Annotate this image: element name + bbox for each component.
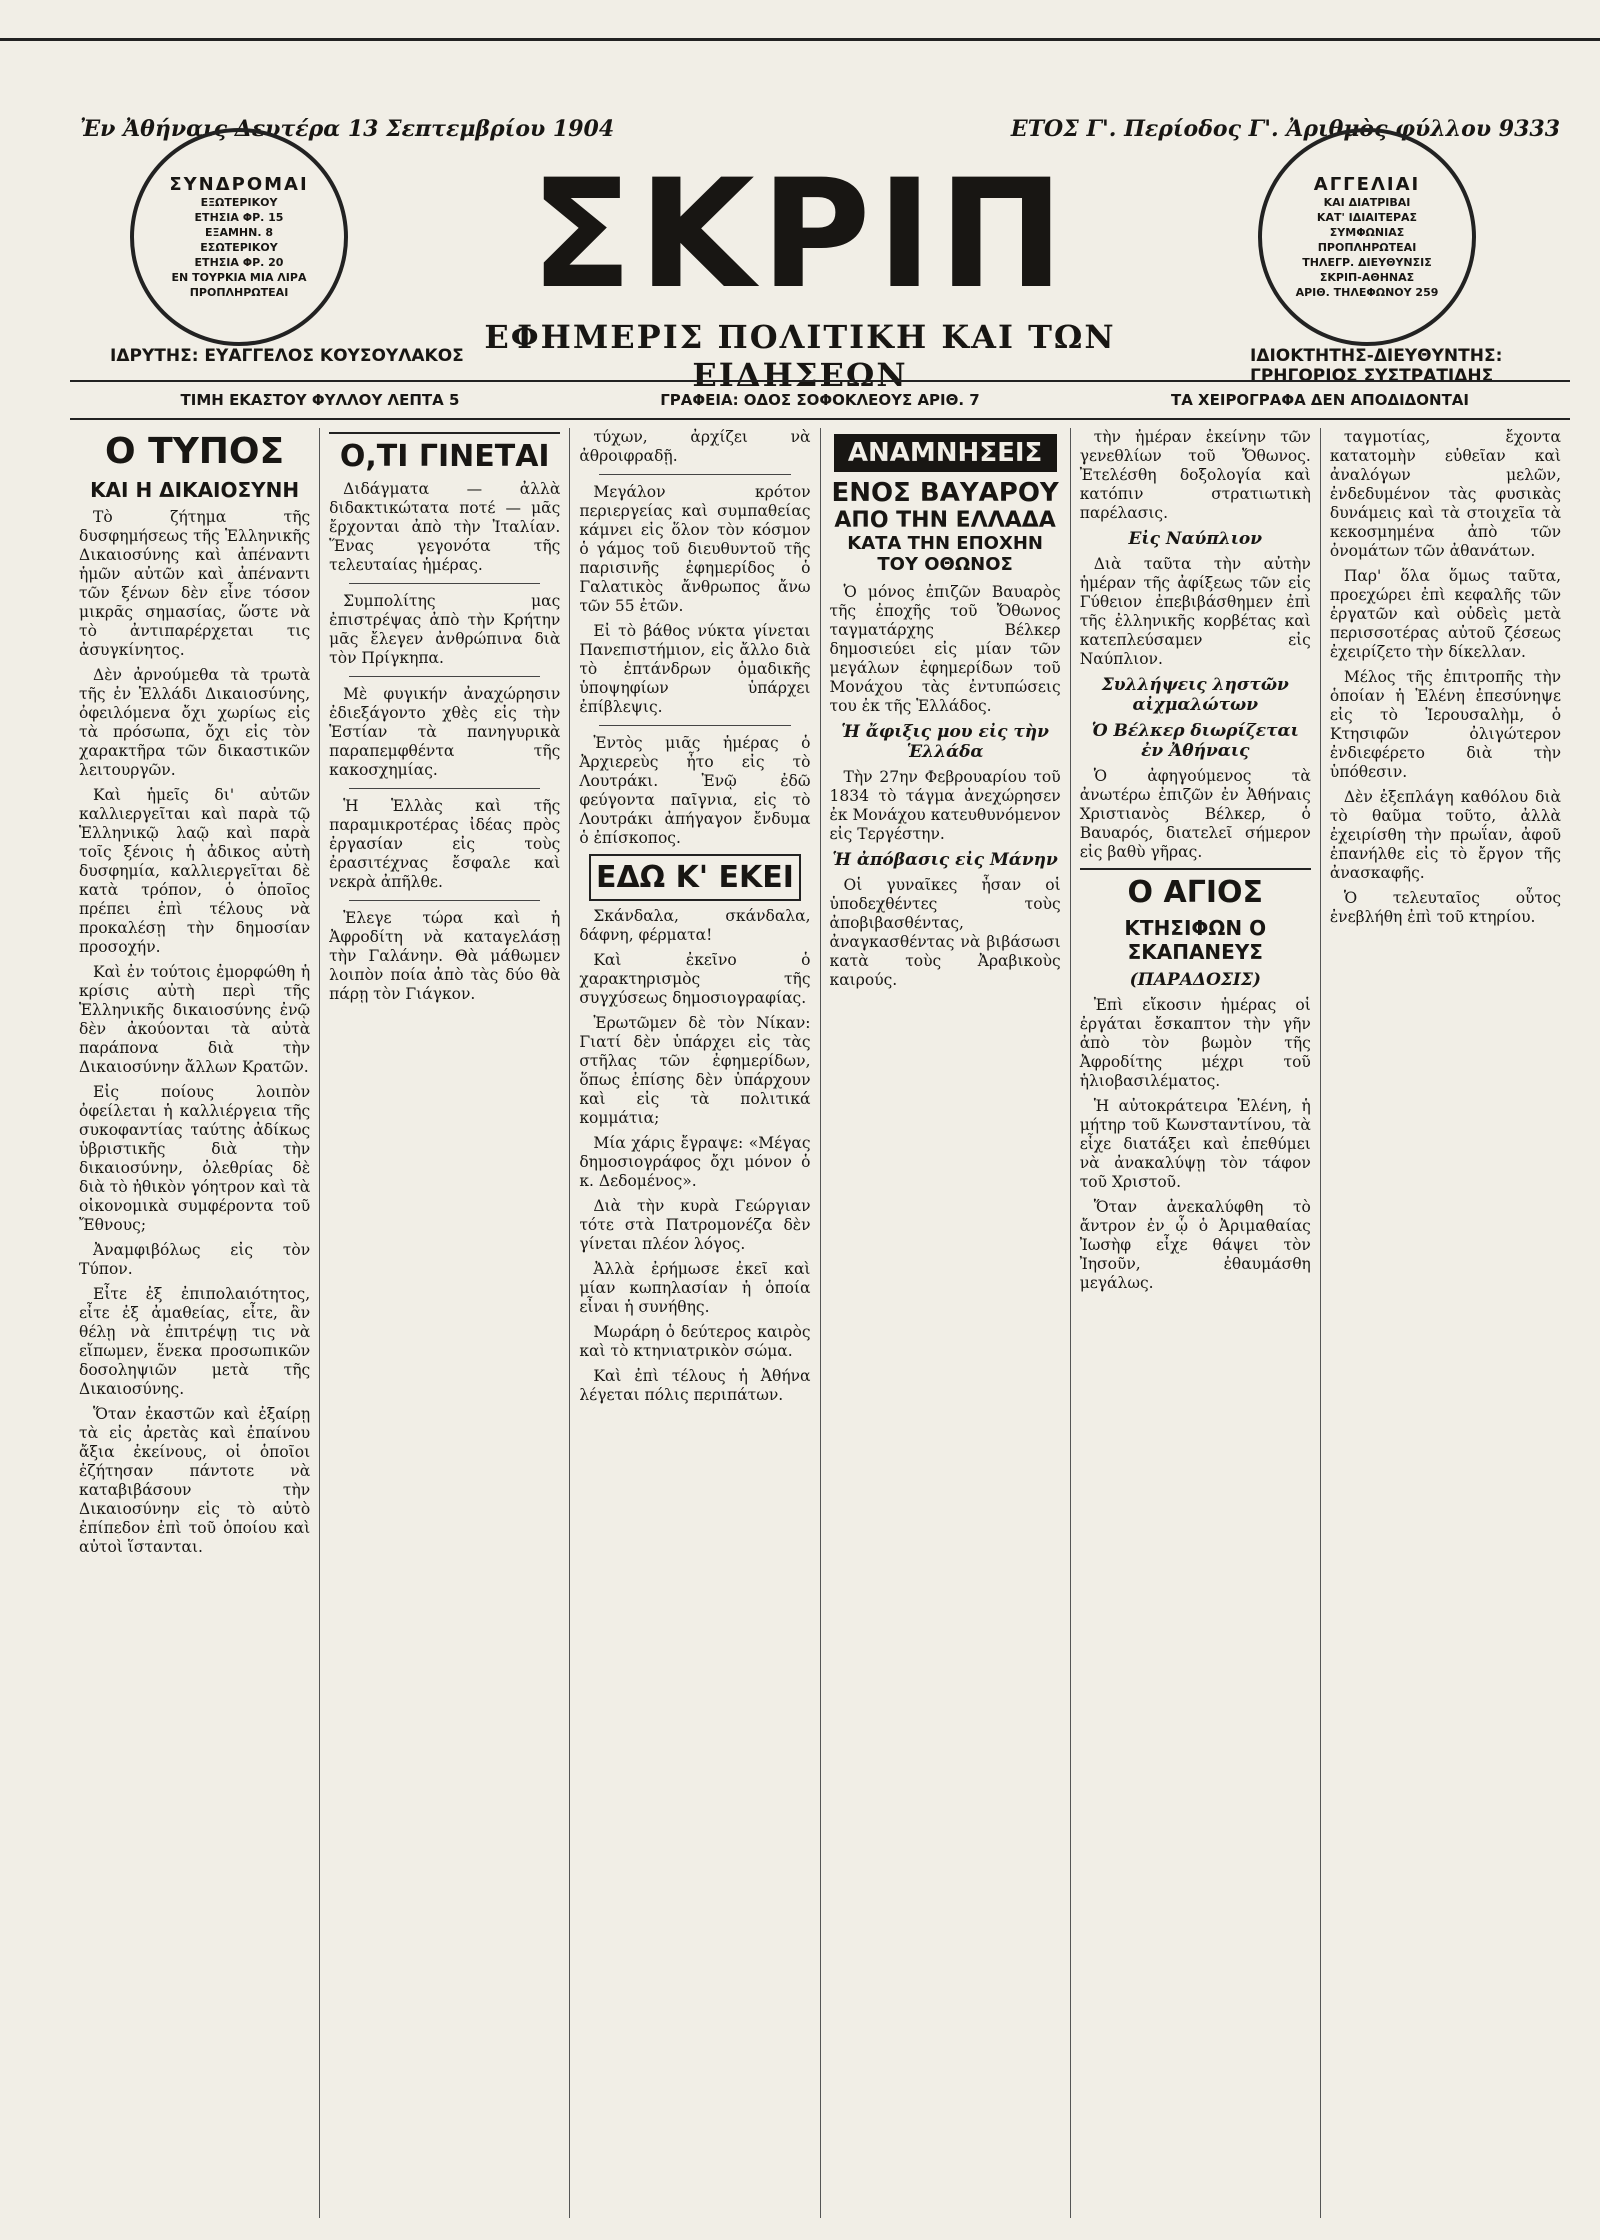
column-5	[1071, 428, 1321, 2218]
article-subtitle: ΚΑΙ Η ΔΙΚΑΙΟΣΥΝΗ	[90, 478, 300, 502]
paragraph: Διὰ ταῦτα τὴν αὐτὴν ἡμέραν τῆς ἀφίξεως τῶν εἰς Γύθειον ἐπεβιβάσθημεν ἐπὶ τῆς ἐλληνικῆς κορβέτας καὶ κατεπλεύσαμεν εἰς Ναύπλιον.	[1079, 555, 1311, 668]
separator	[349, 676, 540, 677]
paragraph: τύχων, ἀρχίζει νὰ ἀθροιφραδῇ.	[579, 428, 811, 465]
paragraph: τὴν ἡμέραν ἐκείνην τῶν γενεθλίων τοῦ Ὄθωνος. Ἐτελέσθη δοξολογία καὶ κατόπιν στρατιωτικὴ παρέλασις.	[1079, 428, 1311, 522]
paragraph: Διὰ τὴν κυρὰ Γεώργιαν τότε στὰ Πατρομονέζα δὲν γίνεται πλέον λόγος.	[579, 1197, 811, 1253]
paragraph: Καὶ ἡμεῖς δι' αὐτῶν καλλιεργεῖται καὶ παρὰ τῷ Ἑλληνικῷ λαῷ καὶ παρὰ τοῖς ξένοις ἡ ἀδικος αὐτὴ δυσφημία, καλλιεργεῖται δὲ κατὰ τρόπον, ὁ ὁποῖος πρέπει ἐπὶ τέλους νὰ προκαλέσῃ τὴν δημοσίαν προσοχήν.	[79, 786, 311, 956]
subscriptions-seal	[130, 128, 348, 346]
column-2	[320, 428, 570, 2218]
separator	[349, 900, 540, 901]
article-columns	[70, 428, 1570, 2218]
paragraph: Ἀναμφιβόλως εἰς τὸν Τύπον.	[79, 1241, 311, 1278]
paragraph: Ὅταν ἐκαστῶν καὶ ἐξαίρῃ τὰ εἰς ἀρετὰς καὶ ἐπαίνου ἄξια ἐκείνους, οἱ ὁποῖοι ἐζήτησαν πάντοτε νὰ καταβιβάσουν τὴν Δικαιοσύνην εἰς τὸ αὐτὸ ἐπίπεδον ἐπὶ τοῦ ὁποίου καὶ αὐτοὶ ἵστανται.	[79, 1405, 311, 1556]
ads-line: ΣΚΡΙΠ-ΑΘΗΝΑΣ	[1319, 271, 1415, 284]
paragraph: Μία χάρις ἔγραψε: «Μέγας δημοσιογράφος ὄχι μόνον ὁ κ. Δεδομένος».	[579, 1134, 811, 1190]
paragraph: Καὶ ἐκεῖνο ὁ χαρακτηρισμὸς τῆς συγχύσεως δημοσιογραφίας.	[579, 951, 811, 1007]
paragraph: Μεγάλον κρότον περιεργείας καὶ συμπαθείας κάμνει εἰς ὅλον τὸν κόσμον ὁ γάμος τοῦ διευθυντοῦ τῆς παρισινῆς ἐφημερίδος ὁ Γαλατικὸς ἄνθρωπος ἄνω τῶν 55 ἐτῶν.	[579, 483, 811, 615]
paragraph: Καὶ ἐν τούτοις ἐμορφώθη ἡ κρίσις αὐτὴ περὶ τῆς Ἑλληνικῆς δικαιοσύνης ἐνῷ δὲν ἀκούονται τὰ αὐτὰ παράπονα διὰ τὴν Δικαιοσύνην ἄλλων Κρατῶν.	[79, 963, 311, 1076]
paragraph: Εἶτε ἐξ ἐπιπολαιότητος, εἶτε ἐξ ἀμαθείας, εἶτε, ἂν θέλῃ νὰ ἐπιτρέψῃ τις νὰ εἴπωμεν, ἕνεκα προσωπικῶν δοσοληψιῶν μετὰ τῆς Δικαιοσύνης.	[79, 1285, 311, 1398]
info-bar	[70, 380, 1570, 420]
paragraph: Ἐντὸς μιᾶς ἡμέρας ὁ Ἀρχιερεὺς ἦτο εἰς τὸ Λουτράκι. Ἐνῷ ἐδῶ φεύγοντα παῖγνια, εἰς τὸ Λουτράκι ἀπήγαγον ἔνδυμα ὁ ἐπίσκοπος.	[579, 734, 811, 847]
section-heading: ΕΔΩ Κ' ΕΚΕΙ	[589, 854, 800, 901]
paragraph: Εἰς ποίους λοιπὸν ὀφείλεται ἡ καλλιέργεια τῆς συκοφαντίας ταύτης ἀδίκως ὑβριστικῆς διὰ τὴν δικαιοσύνην, ὀλεθρίας δὲ διὰ τὸ ἠθικὸν γόητρον καὶ τὰ οἰκονομικὰ συμφέροντα τοῦ Ἔθνους;	[79, 1083, 311, 1234]
paragraph: Ἡ αὐτοκράτειρα Ἑλένη, ἡ μήτηρ τοῦ Κωνσταντίνου, τὰ εἶχε διατάξει καὶ ἐπεθύμει νὰ ἀνακαλύψῃ τὸν τάφον τοῦ Χριστοῦ.	[1079, 1097, 1311, 1191]
subscriptions-line: ΠΡΟΠΛΗΡΩΤΕΑΙ	[189, 286, 289, 299]
manuscripts-notice: ΤΑ ΧΕΙΡΟΓΡΑΦΑ ΔΕΝ ΑΠΟΔΙΔΟΝΤΑΙ	[1170, 391, 1469, 409]
separator	[349, 583, 540, 584]
article-title: Ο ΑΓΙΟΣ	[1080, 868, 1311, 910]
paragraph: Σκάνδαλα, σκάνδαλα, δάφνη, φέρματα!	[579, 907, 811, 944]
ads-line: ΚΑΤ' ΙΔΙΑΙΤΕΡΑΣ	[1316, 211, 1418, 224]
memoirs-heading	[830, 434, 1061, 575]
top-rule	[0, 38, 1600, 41]
subheading: Ἡ ἀπόβασις εἰς Μάνην	[832, 850, 1058, 870]
paragraph: Ὁ ἀφηγούμενος τὰ ἀνωτέρω ἐπιζῶν ἐν Ἀθήναις Χριστιανὸς Βέλκερ, ὁ Βαυαρός, διατελεῖ σήμερον εἰς βαθὺ γῆρας.	[1079, 767, 1311, 861]
price-text: ΤΙΜΗ ΕΚΑΣΤΟΥ ΦΥΛΛΟΥ ΛΕΠΤΑ 5	[180, 391, 460, 409]
paragraph: Ὅταν ἀνεκαλύφθη τὸ ἄντρον ἐν ᾧ ὁ Ἀριμαθαίας Ἰωσὴφ εἶχε θάψει τὸν Ἰησοῦν, ἐθαυμάσθη μεγάλως.	[1079, 1198, 1311, 1292]
ads-line: ΤΗΛΕΓΡ. ΔΙΕΥΘΥΝΣΙΣ	[1302, 256, 1432, 269]
column-6	[1321, 428, 1570, 2218]
paragraph: Καὶ ἐπὶ τέλους ἡ Ἀθήνα λέγεται πόλις περιπάτων.	[579, 1367, 811, 1404]
paragraph: Ὁ μόνος ἐπιζῶν Βαυαρὸς τῆς ἐποχῆς τοῦ Ὄθωνος ταγματάρχης Βέλκερ δημοσιεύει εἰς μίαν τῶν μεγάλων ἐφημερίδων τοῦ Μονάχου τὰς ἐντυπώσεις του ἐκ τῆς Ἑλλάδος.	[829, 583, 1061, 715]
ads-line: ΚΑΙ ΔΙΑΤΡΙΒΑΙ	[1323, 196, 1411, 209]
subscriptions-line: ΕΣΩΤΕΡΙΚΟΥ	[200, 241, 278, 254]
memoirs-line: ΚΑΤΑ ΤΗΝ ΕΠΟΧΗΝ ΤΟΥ ΟΘΩΝΟΣ	[847, 533, 1043, 575]
newspaper-title: ΣΚΡΙΠ	[530, 148, 1070, 322]
memoirs-line: ΕΝΟΣ ΒΑΥΑΡΟΥ	[831, 478, 1059, 508]
paragraph: Διδάγματα — ἀλλὰ διδακτικώτατα ποτέ — μᾶς ἔρχονται ἀπὸ τὴν Ἰταλίαν. Ἕνας γεγονότα τῆς τελευταίας ἡμέρας.	[329, 480, 561, 574]
column-1	[70, 428, 320, 2218]
article-title: Ο ΤΥΠΟΣ	[105, 431, 285, 472]
paragraph: Ἀλλὰ ἐρήμωσε ἐκεῖ καὶ μίαν κωπηλασίαν ἡ ὁποία εἶναι ἡ συνήθης.	[579, 1260, 811, 1316]
newspaper-subtitle: ΕΦΗΜΕΡΙΣ ΠΟΛΙΤΙΚΗ ΚΑΙ ΤΩΝ ΕΙΔΗΣΕΩΝ	[484, 318, 1116, 394]
paragraph: Ἡ Ἑλλὰς καὶ τῆς παραμικροτέρας ἰδέας πρὸς ἐργασίαν εἰς τοὺς ἐρασιτέχνας ἔσφαλε καὶ νεκρὰ ἀπῆλθε.	[329, 797, 561, 891]
paragraph: Ἐλεγε τώρα καὶ ἡ Ἀφροδίτη νὰ καταγελάσῃ τὴν Γαλάνην. Θὰ μάθωμεν λοιπὸν ποία ἀπὸ τὰς δύο θὰ πάρῃ τὸν Γιάγκον.	[329, 909, 561, 1003]
ads-caption: ΑΓΓΕΛΙΑΙ	[1313, 174, 1421, 195]
paragraph: Δὲν ἐξεπλάγη καθόλου διὰ τὸ θαῦμα τοῦτο, ἀλλὰ ἐχειρίσθη τὴν πρωΐαν, ἀφοῦ ἐπανήλθε εἰς τὸ ἔργον τῆς ἀνασκαφῆς.	[1329, 788, 1562, 882]
column-4	[821, 428, 1071, 2218]
subscriptions-line: ΕΝ ΤΟΥΡΚΙΑ ΜΙΑ ΛΙΡΑ	[171, 271, 307, 284]
article-subtitle: ΚΤΗΣΙΦΩΝ Ο ΣΚΑΠΑΝΕΥΣ	[1124, 916, 1267, 964]
article-tag: (ΠΑΡΑΔΟΣΙΣ)	[1129, 970, 1261, 990]
date-line: Ἐν Ἀθήναις Δευτέρα 13 Σεπτεμβρίου 1904	[80, 116, 615, 142]
ads-line: ΣΥΜΦΩΝΙΑΣ	[1329, 226, 1405, 239]
subheading: Εἰς Ναύπλιον	[1128, 529, 1263, 549]
paragraph: Ἐρωτῶμεν δὲ τὸν Νίκαν: Γιατί δὲν ὑπάρχει εἰς τὰς στῆλας τῶν ἐφημερίδων, ὅπως ἐπίσης δὲν ὑπάρχουν καὶ εἰς τὰ πολιτικά κομμάτια;	[579, 1014, 811, 1127]
year-line: ΕΤΟΣ Γ'. Περίοδος Γ'. Ἀριθμὸς φύλλου 9333	[1010, 116, 1560, 142]
paragraph: Οἱ γυναῖκες ἦσαν οἱ ὑποδεχθέντες τοὺς ἀποβιβασθέντας, ἀναγκασθέντας νὰ βιβάσωσι κατὰ τοὺς Ἀραβικοὺς καιρούς.	[829, 876, 1061, 989]
subscriptions-line: ΕΞΩΤΕΡΙΚΟΥ	[200, 196, 278, 209]
founder-line: ΙΔΡΥΤΗΣ: ΕΥΑΓΓΕΛΟΣ ΚΟΥΣΟΥΛΑΚΟΣ	[110, 346, 464, 366]
separator	[599, 474, 790, 475]
memoirs-line: ΑΝΑΜΝΗΣΕΙΣ	[834, 434, 1057, 472]
separator	[599, 725, 790, 726]
paragraph: ταγμοτίας, ἔχοντα κατατομὴν εὐθεῖαν καὶ ἀναλόγων μελῶν, ἐνδεδυμένον τὰς φυσικὰς δυνάμεις καὶ τὰ στοιχεῖα τὰ κεκοσμημένα ἀπὸ τῶν ὀνομάτων τῶν ἀθανάτων.	[1329, 428, 1562, 560]
subscriptions-line: ΕΤΗΣΙΑ ΦΡ. 15	[194, 211, 284, 224]
offices-text: ΓΡΑΦΕΙΑ: ΟΔΟΣ ΣΟΦΟΚΛΕΟΥΣ ΑΡΙΘ. 7	[660, 391, 980, 409]
ads-seal	[1258, 128, 1476, 346]
subscriptions-caption: ΣΥΝΔΡΟΜΑΙ	[169, 174, 309, 195]
paragraph: Ἐπὶ εἴκοσιν ἡμέρας οἱ ἐργάται ἔσκαπτον τὴν γῆν ἀπὸ τὸν βωμὸν τῆς Ἀφροδίτης μέχρι τοῦ ἡλιοβασιλέματος.	[1079, 996, 1311, 1090]
ads-line: ΑΡΙΘ. ΤΗΛΕΦΩΝΟΥ 259	[1295, 286, 1439, 299]
paragraph: Τὸ ζήτημα τῆς δυσφημήσεως τῆς Ἑλληνικῆς Δικαιοσύνης καὶ ἀπέναντι ἡμῶν αὐτῶν καὶ ἀπέναντι τῶν ξένων δὲν εἶνε τόσον μικρᾶς σημασίας, ὥστε νὰ τὸ ἀντιπαρέρχεται τις ἀσυγκίνητος.	[79, 508, 311, 659]
paragraph: Εἰ τὸ βάθος νύκτα γίνεται Πανεπιστήμιον, εἰς ἄλλο διὰ τὸ ἐπτάνδρων ὁμαδικῆς ὑποψηφίων ὑπάρχει ἐπίβλεψις.	[579, 622, 811, 716]
paragraph: Συμπολίτης μας ἐπιστρέψας ἀπὸ τὴν Κρήτην μᾶς ἔλεγεν ἀνθρώπινα διὰ τὸν Πρίγκηπα.	[329, 592, 561, 667]
ads-line: ΠΡΟΠΛΗΡΩΤΕΑΙ	[1317, 241, 1417, 254]
subheading: Ὁ Βέλκερ διωρίζεται ἐν Ἀθήναις	[1091, 721, 1299, 761]
subheading: Συλλήψεις ληστῶν αἰχμαλώτων	[1101, 675, 1289, 715]
masthead	[430, 148, 1170, 394]
column-3	[570, 428, 820, 2218]
subheading: Ἡ ἄφιξις μου εἰς τὴν Ἑλλάδα	[841, 722, 1049, 762]
paragraph: Μωράρη ὁ δεύτερος καιρὸς καὶ τὸ κτηνιατρικὸν σώμα.	[579, 1323, 811, 1360]
paragraph: Μέλος τῆς ἐπιτροπῆς τὴν ὁποίαν ἡ Ἑλένη ἐπεσύνηψε εἰς τὸ Ἱερουσαλὴμ, ὁ Κτησιφῶν ὀλιγώτερον ἐνδιεφέρετο διὰ τὴν ὑπόθεσιν.	[1329, 668, 1562, 781]
memoirs-line: ΑΠΟ ΤΗΝ ΕΛΛΑΔΑ	[834, 508, 1056, 533]
separator	[349, 788, 540, 789]
paragraph: Μὲ φυγικήν ἀναχώρησιν ἐδιεξάγοντο χθὲς εἰς τὴν Ἑστίαν τὰ πανηγυρικὰ παραπεμφθέντα τῆς κακοσχημίας.	[329, 685, 561, 779]
paragraph: Τὴν 27ην Φεβρουαρίου τοῦ 1834 τὸ τάγμα ἀνεχώρησεν ἐκ Μονάχου κατευθυνόμενον εἰς Τεργέστην.	[829, 768, 1061, 843]
owner-line: ΙΔΙΟΚΤΗΤΗΣ-ΔΙΕΥΘΥΝΤΗΣ: ΓΡΗΓΟΡΙΟΣ ΣΥΣΤΡΑΤΙΔΗΣ	[1250, 346, 1503, 386]
paragraph: Ὁ τελευταῖος οὗτος ἐνεβλήθη ἐπὶ τοῦ κτηρίου.	[1329, 889, 1562, 926]
subscriptions-line: ΕΤΗΣΙΑ ΦΡ. 20	[194, 256, 284, 269]
subscriptions-line: ΕΞΑΜΗΝ. 8	[205, 226, 273, 239]
paragraph: Παρ' ὅλα ὅμως ταῦτα, προεχώρει ἐπὶ κεφαλῆς τῶν ἐργατῶν καὶ οὐδεὶς μετὰ περισσοτέρας αὐτοῦ ζέσεως ἐχειρίζετο τὴν δίκελλαν.	[1329, 567, 1562, 661]
article-title: Ο,ΤΙ ΓΙΝΕΤΑΙ	[329, 432, 560, 474]
paragraph: Δὲν ἀρνούμεθα τὰ τρωτὰ τῆς ἐν Ἑλλάδι Δικαιοσύνης, ὀφειλόμενα ὄχι χωρίως εἰς τὰ πρόσωπα, ὄχι εἰς τὸν χαρακτῆρα τῶν δικαστικῶν λειτουργῶν.	[79, 666, 311, 779]
